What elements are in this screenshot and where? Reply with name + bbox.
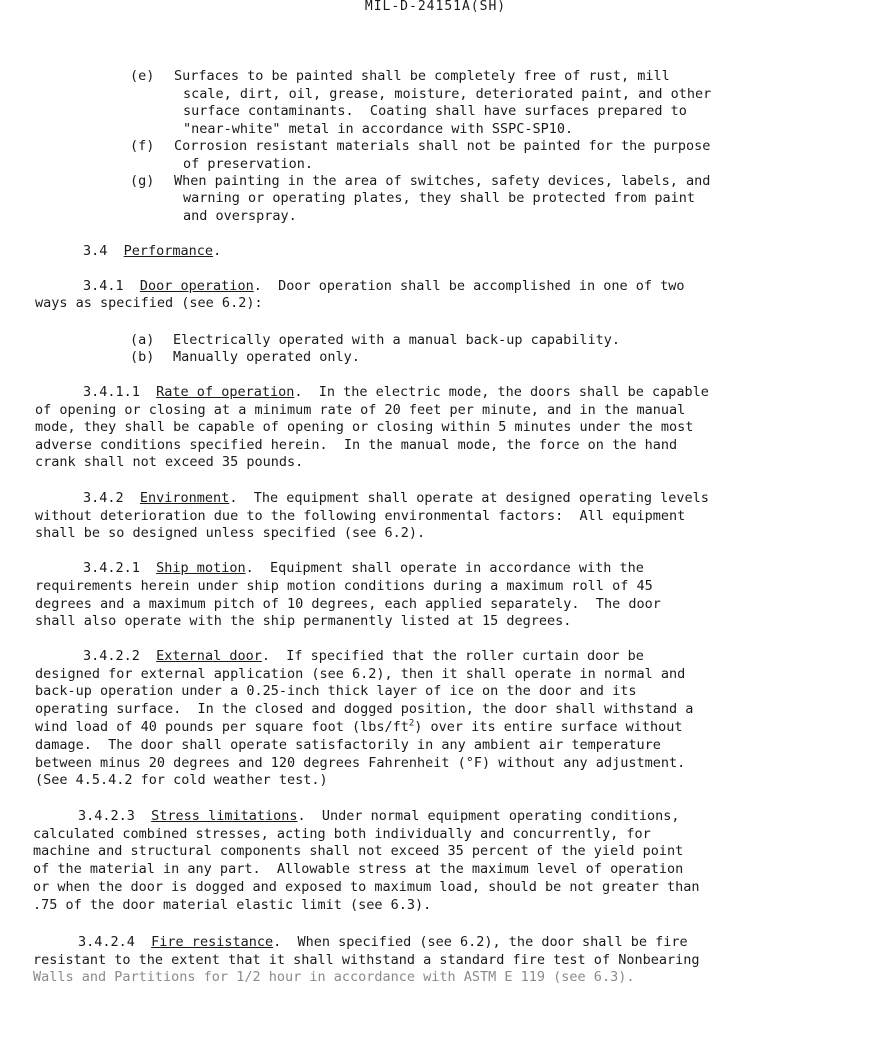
section-title: Fire resistance [151, 934, 274, 950]
section-title-punct: . [261, 648, 270, 664]
section-3-4-2-3-first-line [78, 808, 680, 826]
section-number: 3.4 [83, 243, 108, 259]
paragraph-text: wind load of 40 pounds per square foot (lbs/ft [35, 719, 409, 735]
paragraph-text: adverse conditions specified herein. In the manual mode, the force on the hand [35, 437, 678, 453]
section-number: 3.4.2.4 [78, 934, 135, 950]
section-3-4-1-1-first-line [83, 384, 709, 402]
section-title: Environment [139, 490, 230, 506]
paragraph-text: In the electric mode, the doors shall be capable [302, 384, 709, 400]
paragraph-text: ways as specified (see 6.2): [35, 295, 263, 311]
list-item-text: warning or operating plates, they shall be protected from paint [183, 190, 696, 206]
section-title: Door operation [139, 278, 254, 294]
section-title: Rate of operation [156, 384, 295, 400]
paragraph-text: ) over its entire surface without [414, 719, 683, 735]
section-number: 3.4.1.1 [83, 384, 140, 400]
section-title: Performance [123, 243, 214, 259]
section-title-punct: . [229, 490, 238, 506]
paragraph-text: mode, they shall be capable of opening or closing within 5 minutes under the most [35, 419, 694, 435]
paragraph-text: between minus 20 degrees and 120 degrees Fahrenheit (°F) without any adjustment. [35, 755, 686, 771]
option-label: (a) [130, 332, 155, 348]
section-title: Ship motion [156, 560, 246, 576]
paragraph-text: shall be so designed unless specified (see 6.2). [35, 525, 426, 541]
paragraph-text: The equipment shall operate at designed operating levels [237, 490, 709, 506]
list-item-text: "near-white" metal in accordance with SSPC-SP10. [183, 121, 574, 137]
section-number: 3.4.2.1 [83, 560, 140, 576]
document-id-header: MIL-D-24151A(SH) [364, 0, 507, 14]
section-number: 3.4.1 [83, 278, 124, 294]
paragraph-text: requirements herein under ship motion conditions during a maximum roll of 45 [35, 578, 653, 594]
section-title: External door [156, 648, 262, 664]
section-number: 3.4.2 [83, 490, 124, 506]
paragraph-text: without deterioration due to the following environmental factors: All equipment [35, 508, 686, 524]
section-3-4-2-4-first-line [78, 934, 688, 952]
section-title-punct: . [253, 278, 262, 294]
section-3-4-2-1-first-line [83, 560, 644, 578]
option-text: Manually operated only. [173, 349, 360, 365]
list-item-text: of preservation. [183, 156, 314, 172]
list-item-text: Corrosion resistant materials shall not be painted for the purpose [174, 138, 711, 154]
superscript: 2 [408, 718, 415, 729]
paragraph-text-faded: Walls and Partitions for 1/2 hour in accordance with ASTM E 119 (see 6.3). [33, 969, 635, 985]
list-item-text: surface contaminants. Coating shall have surfaces prepared to [183, 103, 687, 119]
section-number: 3.4.2.3 [78, 808, 135, 824]
section-title: Stress limitations [151, 808, 298, 824]
list-item-text: When painting in the area of switches, safety devices, labels, and [174, 173, 711, 189]
paragraph-text: .75 of the door material elastic limit (see 6.3). [33, 897, 432, 913]
paragraph-text: shall also operate with the ship permanently listed at 15 degrees. [35, 613, 572, 629]
section-title-punct: . [273, 934, 282, 950]
paragraph-text: calculated combined stresses, acting both individually and concurrently, for [33, 826, 651, 842]
paragraph-text: back-up operation under a 0.25-inch thick layer of ice on the door and its [35, 683, 637, 699]
paragraph-text: If specified that the roller curtain door be [269, 648, 644, 664]
paragraph-text: crank shall not exceed 35 pounds. [35, 454, 304, 470]
list-item-text: Surfaces to be painted shall be completely free of rust, mill [174, 68, 670, 84]
paragraph-text: resistant to the extent that it shall withstand a standard fire test of Nonbearing [33, 952, 700, 968]
paragraph-text: machine and structural components shall not exceed 35 percent of the yield point [33, 843, 684, 859]
paragraph-text: degrees and a maximum pitch of 10 degrees, each applied separately. The door [35, 596, 661, 612]
section-3-4-1-first-line [83, 278, 684, 296]
list-item-text: scale, dirt, oil, grease, moisture, deteriorated paint, and other [183, 86, 712, 102]
paragraph-text: of opening or closing at a minimum rate of 20 feet per minute, and in the manual [35, 402, 686, 418]
section-title-punct: . [213, 243, 222, 259]
paragraph-text: of the material in any part. Allowable stress at the maximum level of operation [33, 861, 684, 877]
paragraph-text-wind-load [35, 719, 683, 737]
paragraph-text: When specified (see 6.2), the door shall be fire [281, 934, 688, 950]
option-label: (b) [130, 349, 155, 365]
list-item-text: and overspray. [183, 208, 297, 224]
list-item-label: (g) [130, 173, 155, 189]
paragraph-text: Door operation shall be accomplished in one of two [261, 278, 685, 294]
paragraph-text: Under normal equipment operating conditions, [305, 808, 680, 824]
paragraph-text: damage. The door shall operate satisfactorily in any ambient air temperature [35, 737, 661, 753]
option-text: Electrically operated with a manual back-up capability. [173, 332, 621, 348]
section-title-punct: . [297, 808, 306, 824]
section-title-punct: . [294, 384, 303, 400]
section-number: 3.4.2.2 [83, 648, 140, 664]
paragraph-text: designed for external application (see 6.2), then it shall operate in normal and [35, 666, 686, 682]
paragraph-text: operating surface. In the closed and dogged position, the door shall withstand a [35, 701, 694, 717]
paragraph-text: Equipment shall operate in accordance with the [253, 560, 644, 576]
paragraph-text: or when the door is dogged and exposed to maximum load, should be not greater than [33, 879, 700, 895]
list-item-label: (f) [130, 138, 155, 154]
section-title-punct: . [245, 560, 254, 576]
section-3-4-heading [83, 243, 221, 261]
section-3-4-2-first-line [83, 490, 709, 508]
section-3-4-2-2-first-line [83, 648, 644, 666]
paragraph-text: (See 4.5.4.2 for cold weather test.) [35, 772, 328, 788]
list-item-label: (e) [130, 68, 155, 84]
